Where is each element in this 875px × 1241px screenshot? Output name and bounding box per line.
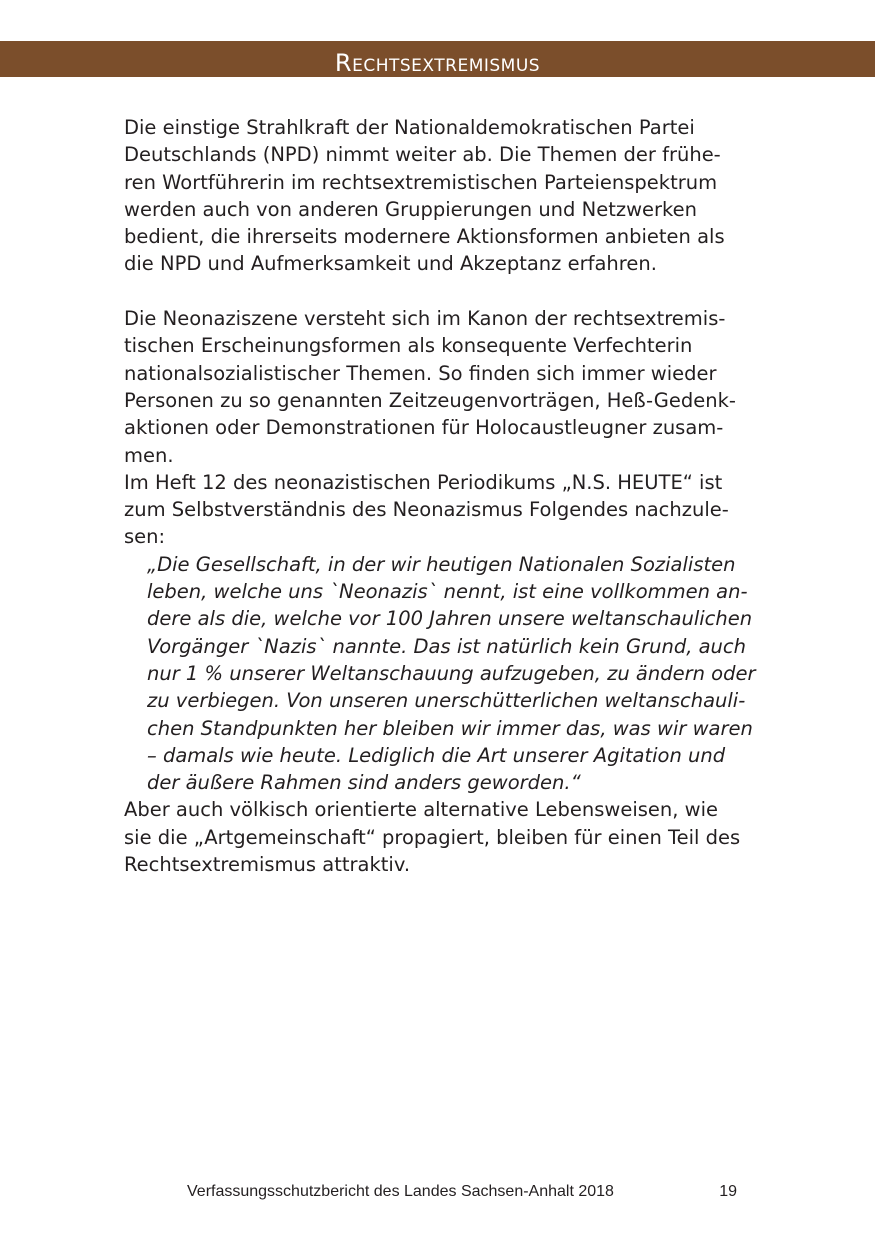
- text-line: sie die „Artgemeinschaft“ propagiert, bleiben für einen Teil des: [124, 825, 741, 849]
- text-line: Rechtsextremismus attraktiv.: [124, 853, 411, 877]
- text-line: bedient, die ihrerseits modernere Aktionsformen anbieten als: [124, 225, 725, 249]
- text-line: Im Heft 12 des neonazistischen Periodikums „N.S. HEUTE“ ist: [124, 470, 723, 494]
- text-line: Die Neonaziszene versteht sich im Kanon der rechtsextremis-: [124, 307, 726, 331]
- text-line: Personen zu so genannten Zeitzeugenvorträgen, Heß-Gedenk-: [124, 388, 736, 412]
- section-header-bar: [0, 41, 875, 77]
- text-line: ren Wortführerin im rechtsextremistischen Parteienspektrum: [124, 170, 718, 194]
- paragraph-npd: [124, 114, 754, 278]
- quote-line: Vorgänger `Nazis` nannte. Das ist natürlich kein Grund, auch: [147, 634, 746, 658]
- text-line: men.: [124, 443, 174, 467]
- text-line: tischen Erscheinungsformen als konsequente Verfechterin: [124, 334, 693, 358]
- paragraph-voelkisch: [124, 796, 754, 878]
- section-title: Rechtsextremismus: [334, 49, 541, 77]
- text-line: Deutschlands (NPD) nimmt weiter ab. Die Themen der frühe-: [124, 143, 721, 167]
- quote-line: „Die Gesellschaft, in der wir heutigen Nationalen Sozialisten: [147, 552, 736, 576]
- text-line: zum Selbstverständnis des Neonazismus Folgendes nachzule-: [124, 498, 729, 522]
- quote-line: leben, welche uns `Neonazis` nennt, ist eine vollkommen an-: [147, 580, 748, 604]
- text-line: Aber auch völkisch orientierte alternative Lebensweisen, wie: [124, 798, 719, 822]
- footer-report-title: Verfassungsschutzbericht des Landes Sachsen-Anhalt 2018: [187, 1183, 614, 1200]
- block-quote: [124, 551, 754, 797]
- quote-line: zu verbiegen. Von unseren unerschütterlichen weltanschauli-: [147, 689, 746, 713]
- text-line: aktionen oder Demonstrationen für Holocaustleugner zusam-: [124, 416, 724, 440]
- quote-line: der äußere Rahmen sind anders geworden.“: [147, 771, 581, 795]
- quote-line: – damals wie heute. Lediglich die Art unserer Agitation und: [147, 743, 726, 767]
- page-number: 19: [719, 1183, 737, 1200]
- paragraph-spacer: [124, 278, 754, 305]
- page-content: [124, 114, 754, 878]
- text-line: Die einstige Strahlkraft der Nationaldemokratischen Partei: [124, 116, 695, 139]
- quote-line: chen Standpunkten her bleiben wir immer das, was wir waren: [147, 716, 753, 740]
- text-line: nationalsozialistischer Themen. So finden sich immer wieder: [124, 361, 717, 385]
- paragraph-heft-12: [124, 469, 754, 551]
- text-line: sen:: [124, 525, 166, 549]
- quote-line: dere als die, welche vor 100 Jahren unsere weltanschaulichen: [147, 607, 753, 631]
- paragraph-neonaziszene: [124, 305, 754, 469]
- quote-line: nur 1 % unserer Weltanschauung aufzugeben, zu ändern oder: [147, 661, 756, 685]
- text-line: werden auch von anderen Gruppierungen und Netzwerken: [124, 197, 697, 221]
- text-line: die NPD und Aufmerksamkeit und Akzeptanz erfahren.: [124, 252, 657, 276]
